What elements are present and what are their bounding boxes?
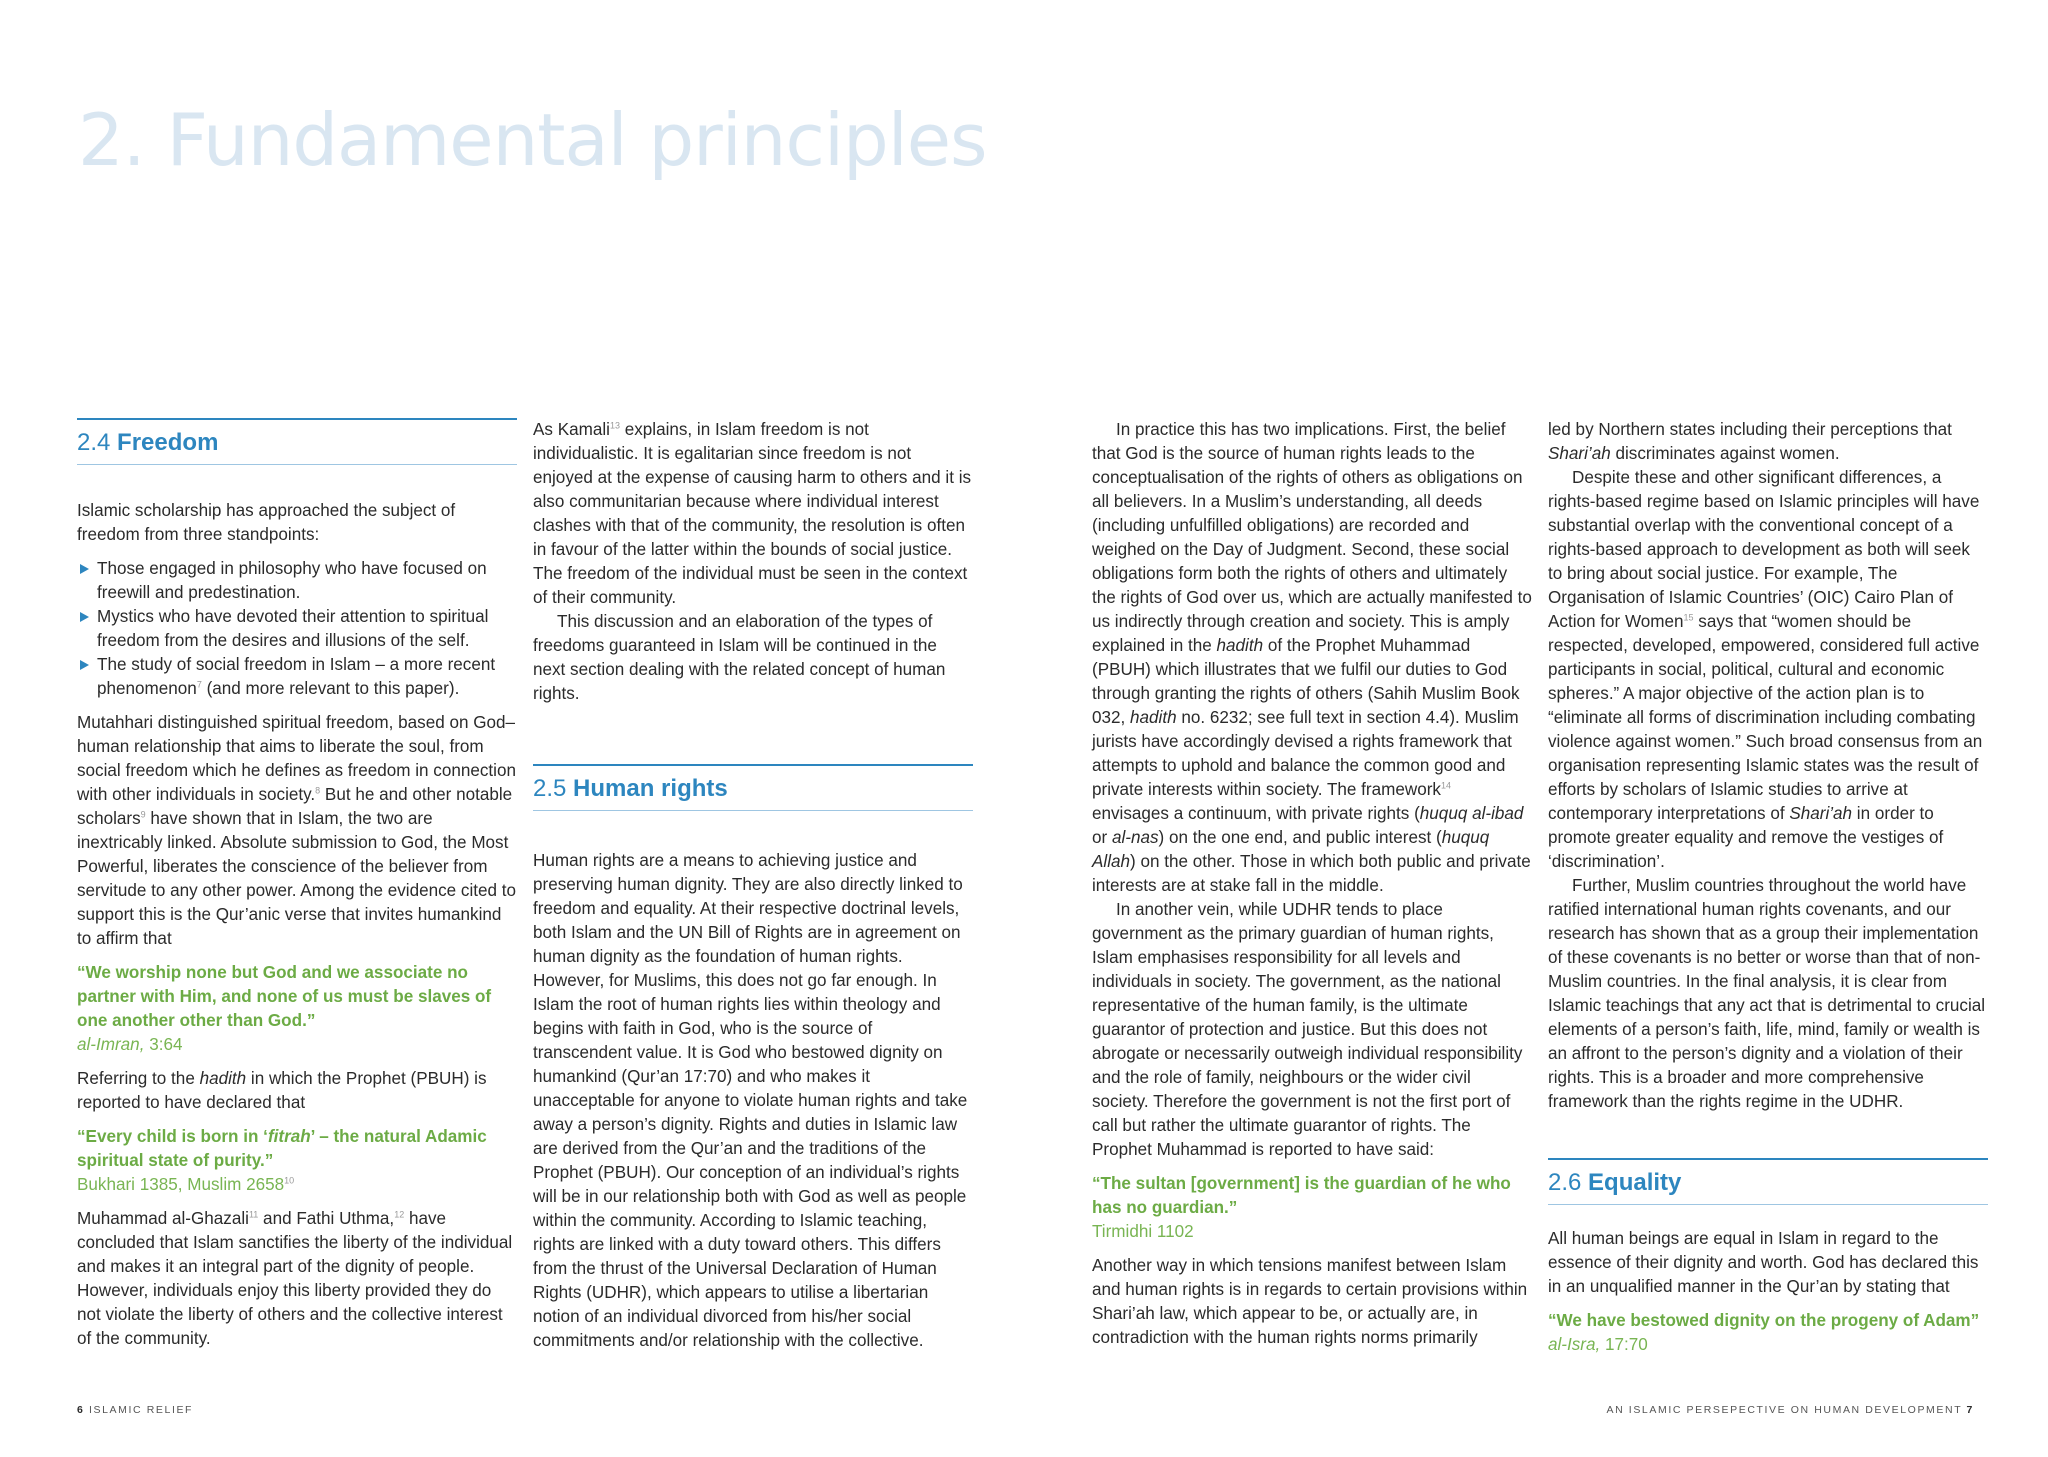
paragraph: Mutahhari distinguished spiritual freedom, based on God–human relationship that aims to liberate the soul, from social freedom which he defines as freedom in connection with other individuals in society.$^8$ But he and other notable scholars$^9$ have shown that in Islam, the two are inextricably linked. Absolute submission to God, the Most Powerful, liberates the conscience of the believer from servitude to any other power. Among the evidence cited to support this is the Qur’anic verse that invites humankind to affirm that	[77, 713, 517, 948]
quote-citation: al-Isra, 17:70	[1548, 1335, 1648, 1354]
footnote-ref: 9	[140, 809, 146, 820]
section-heading-human-rights	[533, 764, 973, 811]
page-number: 6	[77, 1404, 85, 1416]
bullet-list	[77, 557, 517, 701]
quote-citation: Tirmidhi 1102	[1092, 1222, 1194, 1241]
paragraph: As Kamali$^{13}$ explains, in Islam freedom is not individualistic. It is egalitarian since freedom is not enjoyed at the expense of causing harm to others and it is also communitarian because where individual interest clashes with that of the community, the resolution is often in favour of the latter within the bounds of social justice. The freedom of the individual must be seen in the context of their community.	[533, 420, 972, 607]
footnote-ref: 13	[609, 420, 620, 431]
list-item: Those engaged in philosophy who have focused on freewill and predestination.	[77, 557, 517, 605]
section-name: Equality	[1588, 1169, 1682, 1196]
paragraph: Muhammad al-Ghazali$^{11}$ and Fathi Uthma,$^{12}$ have concluded that Islam sanctifies the liberty of the individual and makes it an integral part of the dignity of people. However, individuals enjoy this liberty provided they do not violate the liberty of others and the collective interest of the community.	[77, 1209, 513, 1348]
paragraph: This discussion and an elaboration of the types of freedoms guaranteed in Islam will be continued in the next section dealing with the related concept of human rights.	[533, 612, 946, 703]
section-number: 2.6	[1548, 1169, 1582, 1196]
quote-citation: Bukhari 1385, Muslim 2658$^{10}$	[77, 1175, 295, 1194]
section-number: 2.4	[77, 429, 111, 456]
section-number: 2.5	[533, 775, 567, 802]
column-4	[1548, 418, 1988, 1367]
paragraph: Islamic scholarship has approached the subject of freedom from three standpoints:	[77, 501, 456, 544]
quote-citation: al-Imran, 3:64	[77, 1035, 183, 1054]
footnote-ref: 14	[1440, 780, 1451, 791]
footnote-ref: 15	[1683, 612, 1694, 623]
list-item: Mystics who have devoted their attention to spiritual freedom from the desires and illusions of the self.	[77, 605, 517, 653]
footer-right	[1607, 1404, 1975, 1416]
column-1	[77, 418, 517, 1351]
footnote-ref: 12	[394, 1209, 405, 1220]
paragraph: Further, Muslim countries throughout the world have ratified international human rights covenants, and our research has shown that as a group their implementation of these covenants is no better or worse than that of non-Muslim countries. In the final analysis, it is clear from Islamic teachings that any act that is detrimental to crucial elements of a person’s faith, life, mind, family or wealth is an affront to the person’s dignity and a violation of their rights. This is a broader and more comprehensive framework than the rights regime in the UDHR.	[1548, 876, 1986, 1111]
paragraph: In another vein, while UDHR tends to place government as the primary guardian of human rights, Islam emphasises responsibility for all levels and individuals in society. The government, as the national representative of the human family, is the ultimate guarantor of protection and justice. But this does not abrogate or necessarily outweigh individual responsibility and the role of family, neighbours or the wider civil society. Therefore the government is not the first port of call but rather the ultimate guarantor of rights. The Prophet Muhammad is reported to have said:	[1092, 900, 1523, 1159]
column-2	[533, 418, 973, 1353]
paragraph: Another way in which tensions manifest between Islam and human rights is in regards to certain provisions within Shari’ah law, which appear to be, or actually are, in contradiction with the human rights norms primarily	[1092, 1256, 1528, 1347]
quote: “We have bestowed dignity on the progeny of Adam”	[1548, 1311, 1980, 1330]
footnote-ref: 11	[248, 1209, 259, 1220]
page-number: 7	[1966, 1404, 1974, 1416]
paragraph: led by Northern states including their perceptions that Shari’ah discriminates against women.	[1548, 420, 1952, 463]
paragraph: Referring to the hadith in which the Prophet (PBUH) is reported to have declared that	[77, 1069, 487, 1112]
publication-name: ISLAMIC RELIEF	[88, 1404, 194, 1416]
section-name: Freedom	[117, 429, 219, 456]
footnote-ref: 10	[284, 1175, 295, 1186]
footnote-ref: 8	[315, 785, 321, 796]
quote: “We worship none but God and we associate no partner with Him, and none of us must be slaves of one another other than God.”	[77, 963, 492, 1030]
paragraph: Despite these and other significant differences, a rights-based regime based on Islamic principles will have substantial overlap with the conventional concept of a rights-based approach to development as both will seek to bring about social justice. For example, The Organisation of Islamic Countries’ (OIC) Cairo Plan of Action for Women$^{15}$ says that “women should be respected, developed, empowered, considered full active participants in social, political, cultural and economic spheres.” A major objective of the action plan is to “eliminate all forms of discrimination including combating violence against women.” Such broad consensus from an organisation representing Islamic states was the result of efforts by scholars of Islamic studies to arrive at contemporary interpretations of Shari’ah in order to promote greater equality and remove the vestiges of ‘discrimination’.	[1548, 468, 1983, 871]
column-3	[1092, 418, 1532, 1350]
quote: “The sultan [government] is the guardian of he who has no guardian.”	[1092, 1174, 1511, 1217]
section-heading-freedom	[77, 418, 517, 465]
footnote-ref: 7	[196, 679, 202, 690]
paragraph: All human beings are equal in Islam in regard to the essence of their dignity and worth. God has declared this in an unqualified manner in the Qur’an by stating that	[1548, 1229, 1979, 1296]
section-name: Human rights	[573, 775, 728, 802]
quote: “Every child is born in ‘fitrah’ – the natural Adamic spiritual state of purity.”	[77, 1127, 487, 1170]
document-title: AN ISLAMIC PERSEPECTIVE ON HUMAN DEVELOPMENT	[1606, 1404, 1963, 1416]
paragraph: Human rights are a means to achieving justice and preserving human dignity. They are also directly linked to freedom and equality. At their respective doctrinal levels, both Islam and the UN Bill of Rights are in agreement on human dignity as the foundation of human rights. However, for Muslims, this does not go far enough. In Islam the root of human rights lies within theology and begins with faith in God, who is the source of transcendent value. It is God who bestowed dignity on humankind (Qur’an 17:70) and who makes it unacceptable for anyone to violate human rights and take away a person’s dignity. Rights and duties in Islamic law are derived from the Qur’an and the traditions of the Prophet (PBUH). Our conception of an individual’s rights will be in our relationship both with God as well as people within the community. According to Islamic teaching, rights are linked with a duty toward others. This differs from the thrust of the Universal Declaration of Human Rights (UDHR), which appears to utilise a libertarian notion of an individual divorced from his/her social commitments and/or relationship with the collective.	[533, 851, 968, 1350]
page-title: 2. Fundamental principles	[78, 98, 987, 183]
footer-left	[77, 1404, 193, 1416]
list-item: The study of social freedom in Islam – a more recent phenomenon$^7$ (and more relevant to this paper).	[77, 653, 517, 701]
paragraph: In practice this has two implications. First, the belief that God is the source of human rights leads to the conceptualisation of the rights of others as obligations on all believers. In a Muslim’s understanding, all deeds (including unfulfilled obligations) are recorded and weighed on the Day of Judgment. Second, these social obligations form both the rights of others and ultimately the rights of God over us, which are actually manifested to us indirectly through creation and society. This is amply explained in the hadith of the Prophet Muhammad (PBUH) which illustrates that we fulfil our duties to God through granting the rights of others (Sahih Muslim Book 032, hadith no. 6232; see full text in section 4.4). Muslim jurists have accordingly devised a rights framework that attempts to uphold and balance the common good and private interests within society. The framework$^{14}$ envisages a continuum, with private rights (huquq al-ibad or al-nas) on the one end, and public interest (huquq Allah) on the other. Those in which both public and private interests are at stake fall in the middle.	[1092, 420, 1532, 895]
section-heading-equality	[1548, 1158, 1988, 1205]
